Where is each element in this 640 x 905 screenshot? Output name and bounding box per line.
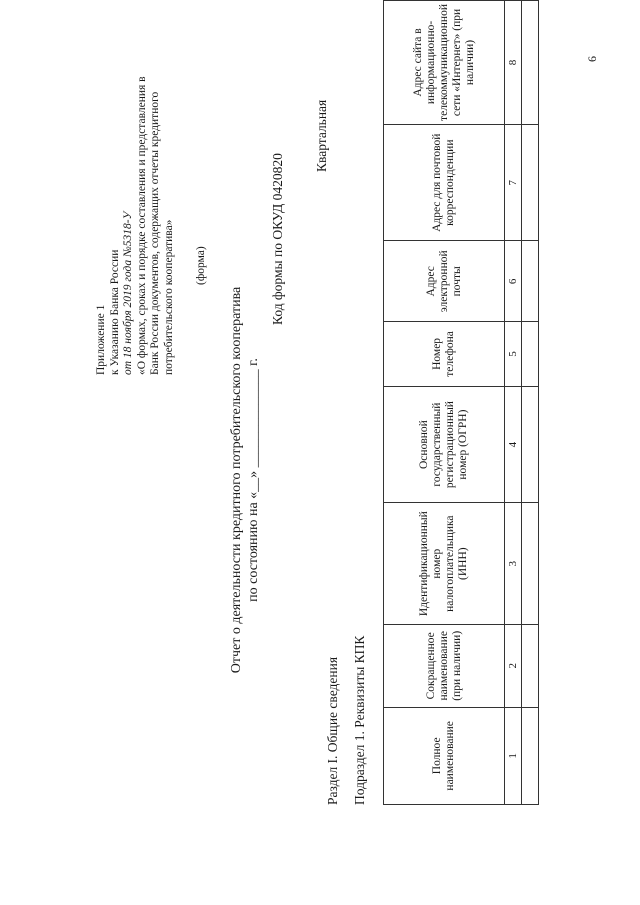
table-cell [522, 503, 539, 625]
form-label: (форма) [195, 246, 207, 285]
column-number: 2 [505, 624, 522, 707]
column-number: 5 [505, 322, 522, 387]
column-number: 3 [505, 503, 522, 625]
header-cell-inn: Идентификационный номер налогоплательщика (ИНН) [384, 503, 505, 625]
column-number: 4 [505, 386, 522, 503]
appendix-line: к Указанию Банка России [108, 249, 121, 375]
table-cell [522, 707, 539, 804]
table-cell [522, 322, 539, 387]
table-data-row [522, 1, 539, 805]
okud-code: Код формы по ОКУД 0420820 [270, 153, 285, 325]
report-title [228, 230, 262, 730]
appendix-line: потребительского кооператива» [162, 219, 175, 375]
header-cell-ogrn: Основной государственный регистрационный номер (ОГРН) [384, 386, 505, 503]
column-number: 8 [505, 1, 522, 125]
appendix-line: Банк России документов, содержащих отчеты кредитного [149, 91, 161, 375]
appendix-block [95, 45, 176, 375]
header-cell-full-name: Полное наименование [384, 707, 505, 804]
subsection-title: Подраздел 1. Реквизиты КПК [352, 635, 367, 805]
appendix-line: Приложение 1 [95, 304, 107, 375]
header-cell-email: Адрес электронной почты [384, 241, 505, 322]
table-header-row [384, 1, 505, 805]
requisites-table [383, 0, 539, 805]
page-number: 6 [585, 56, 599, 62]
table-cell [522, 241, 539, 322]
appendix-line: «О формах, сроках и порядке составления и представления в [135, 76, 148, 375]
column-number: 6 [505, 241, 522, 322]
reporting-period: Квартальная [314, 99, 329, 172]
header-cell-short-name: Сокращенное наименование (при наличии) [384, 624, 505, 707]
report-date-line: по состоянию на «__» ______________ г. [246, 358, 261, 602]
header-cell-phone: Номер телефона [384, 322, 505, 387]
table-cell [522, 1, 539, 125]
column-number: 7 [505, 124, 522, 241]
table-cell [522, 386, 539, 503]
report-title-line: Отчет о деятельности кредитного потребительского кооператива [229, 286, 244, 674]
header-cell-website: Адрес сайта в информационно-телекоммуникационной сети «Интернет» (при наличии) [384, 1, 505, 125]
table-cell [522, 624, 539, 707]
appendix-date-line: от 18 ноября 2019 года №5318-У [122, 211, 134, 375]
header-cell-postal-address: Адрес для почтовой корреспонденции [384, 124, 505, 241]
column-number: 1 [505, 707, 522, 804]
section-title: Раздел I. Общие сведения [325, 656, 340, 805]
table-cell [522, 124, 539, 241]
table-number-row [505, 1, 522, 805]
